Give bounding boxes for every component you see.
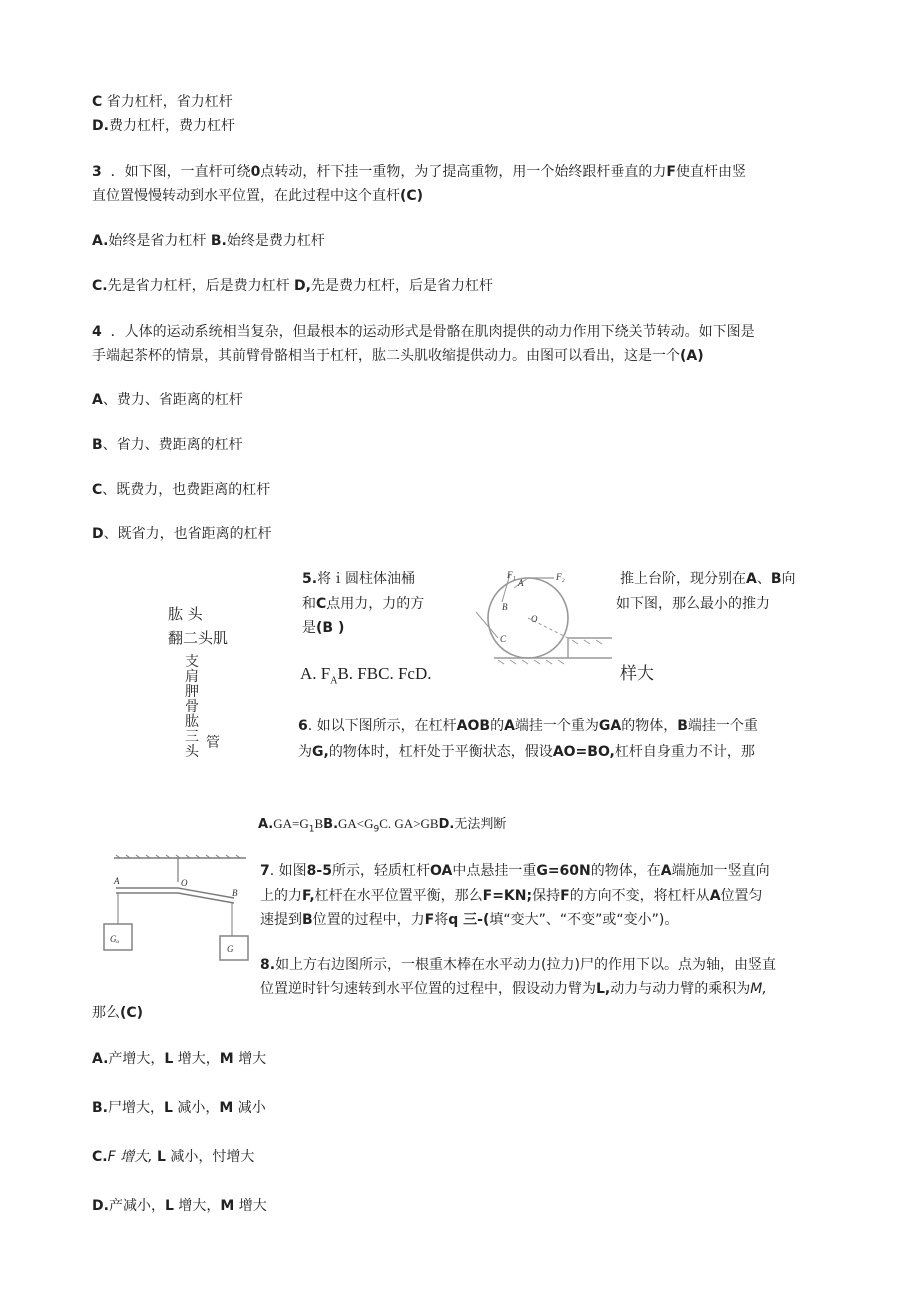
svg-text:O: O xyxy=(531,614,538,624)
q5-right-line3: 样大 xyxy=(620,664,654,683)
q7-stem-line2: 上的力F,杠杆在水平位置平衡，那么F=KN;保持F的方向不变，将杠杆从A位置匀 xyxy=(260,888,763,904)
q5-line3: 是(B ) xyxy=(302,620,345,636)
svg-text:B: B xyxy=(502,602,508,612)
svg-text:O: O xyxy=(181,878,188,888)
q8-option-c: C.F 增大, L 减小，忖增大 xyxy=(92,1149,255,1165)
q3-stem-line2: 直位置慢慢转动到水平位置，在此过程中这个直杆(C) xyxy=(92,188,424,204)
svg-text:F₂: F₂ xyxy=(556,572,565,582)
q8-option-a: A.产增大，L 增大，M 增大 xyxy=(92,1051,267,1067)
q4-option-c: C、既费力，也费距离的杠杆 xyxy=(92,482,271,498)
svg-text:C: C xyxy=(500,634,507,644)
q8-stem-line2: 位置逆时针匀速转到水平位置的过程中，假设动力臂为L,动力与动力臂的乘积为M, xyxy=(260,981,767,997)
q4-stem-line2: 手端起茶杯的情景，其前臂骨骼相当于杠杆，肱二头肌收缩提供动力。由图可以看出，这是一个(A) xyxy=(92,348,704,364)
q6-options: $A.GA=G_1BB.GA<G_9C$. GA>GBD.无法判断 xyxy=(258,816,507,835)
q4-option-a: A、费力、省距离的杠杆 xyxy=(92,392,243,408)
q4-option-d: D、既省力，也省距离的杠杆 xyxy=(92,526,272,542)
q4-stem-line1: 4 ．人体的运动系统相当复杂，但最根本的运动形式是骨骼在肌肉提供的动力作用下绕关节转动。如下图是 xyxy=(92,324,755,340)
q5-right-line2: 如下图，那么最小的推力 xyxy=(616,596,770,612)
q5-right-line1: 推上台阶，现分别在A、B向 xyxy=(620,571,796,587)
q7-stem-line1: 7. 如图8-5所示，轻质杠杆OA中点悬挂一重G=60N的物体，在A端施加一竖直向 xyxy=(260,863,770,879)
svg-text:A: A xyxy=(518,578,524,588)
q7-lever-figure xyxy=(96,852,256,964)
q6-stem-line2: 为G,的物体时，杠杆处于平衡状态，假设AO=BO,杠杆自身重力不计，那 xyxy=(298,744,755,760)
q3-stem-line1: 3 ．如下图，一直杆可绕0点转动，杆下挂一重物，为了提高重物，用一个始终跟杆垂直的力F使直杆由竖 xyxy=(92,164,746,180)
q3-options-ab: A.始终是省力杠杆 B.始终是费力杠杆 xyxy=(92,233,325,249)
weight-gb xyxy=(220,936,248,960)
q5-oil-drum-figure xyxy=(462,568,614,666)
q2-option-c: C 省力杠杆，省力杠杆 xyxy=(92,94,233,110)
arm-figure-label-guan: 管 xyxy=(206,735,220,751)
arm-figure-label-1: 肱 头 xyxy=(168,605,203,623)
q5-options: A. $F_AB$. FBC. FcD. xyxy=(300,664,432,687)
q8-stem-line3: 那么(C) xyxy=(92,1005,144,1021)
svg-text:A: A xyxy=(114,876,120,886)
q8-stem-line1: 8.如上方右边图所示，一根重木棒在水平动力(拉力)尸的作用下以。点为轴，由竖直 xyxy=(260,957,776,973)
q5-line1: 5.将ｉ圆柱体油桶 xyxy=(302,571,416,587)
arm-figure-vertical-label: 支 肩 胛 骨 肱 三 头 xyxy=(185,654,199,760)
q3-options-cd: C.先是省力杠杆，后是费力杠杆 D,先是费力杠杆，后是省力杠杆 xyxy=(92,278,493,294)
svg-text:G: G xyxy=(227,944,234,954)
q4-option-b: B、省力、费距离的杠杆 xyxy=(92,437,243,453)
q6-stem-line1: 6. 如以下图所示，在杠杆AOB的A端挂一个重为GA的物体，B端挂一个重 xyxy=(298,718,758,734)
q2-option-d: D.费力杠杆，费力杠杆 xyxy=(92,118,235,134)
q8-option-b: B.尸增大，L 减小，M 减小 xyxy=(92,1100,266,1116)
svg-text:B: B xyxy=(232,888,238,898)
q8-option-d: D.产减小，L 增大，M 增大 xyxy=(92,1198,267,1214)
arm-figure-label-2: 翻二头肌 xyxy=(168,629,229,647)
svg-text:Gₐ: Gₐ xyxy=(110,934,120,944)
svg-text:F₁: F₁ xyxy=(507,570,516,580)
q7-stem-line3: 速提到B位置的过程中，力F将q 三-(填“变大”、“不变”或“变小”)。 xyxy=(260,912,679,928)
q5-line2: 和C点用力，力的方 xyxy=(302,596,425,612)
